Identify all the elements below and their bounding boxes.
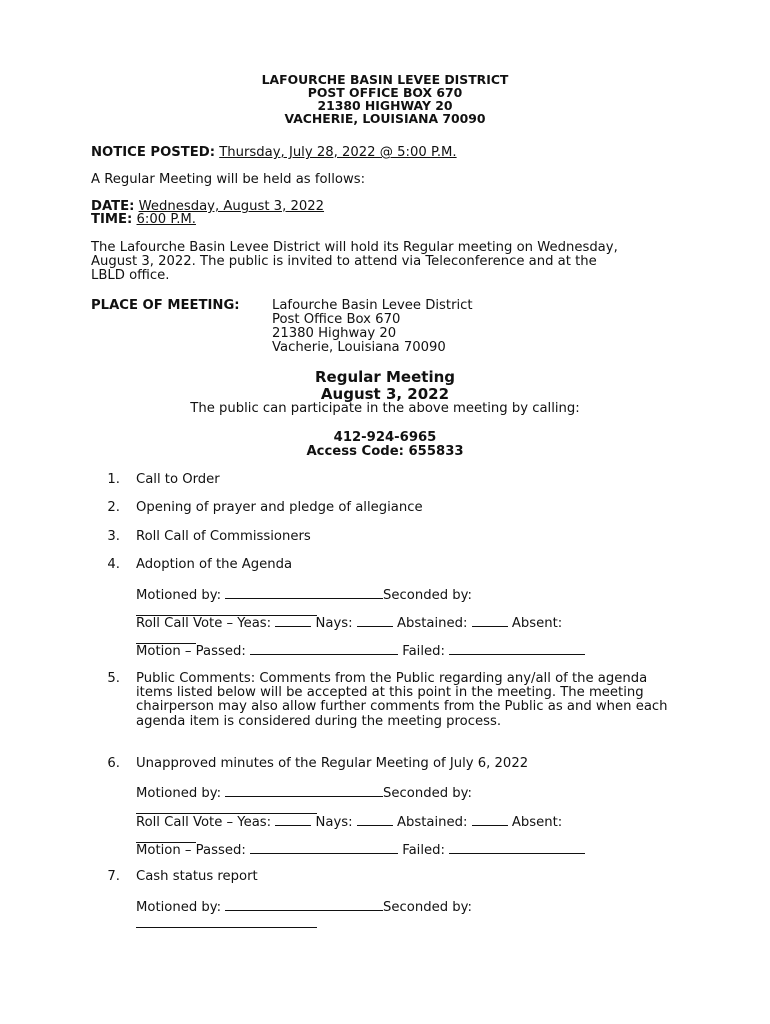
abstained-blank[interactable] <box>472 615 508 627</box>
motioned-by-blank[interactable] <box>225 785 383 797</box>
motion-line <box>136 899 472 915</box>
access-code: Access Code: 655833 <box>306 444 464 459</box>
header-line-1: LAFOURCHE BASIN LEVEE DISTRICT <box>261 72 509 87</box>
agenda-number: 1. <box>107 472 120 487</box>
agenda-number: 6. <box>107 756 120 771</box>
motioned-by-blank[interactable] <box>225 899 383 911</box>
time-label: TIME: <box>91 212 133 227</box>
passed-blank[interactable] <box>250 643 398 655</box>
agenda-item-text: Unapproved minutes of the Regular Meeting of July 6, 2022 <box>136 756 529 771</box>
nays-blank[interactable] <box>357 615 393 627</box>
notice-label: NOTICE POSTED: <box>91 145 216 160</box>
roll-call-label: Roll Call Vote – Yeas: <box>136 815 272 830</box>
motioned-by-label: Motioned by: <box>136 900 222 915</box>
agenda-item-text: Adoption of the Agenda <box>136 557 293 572</box>
failed-blank[interactable] <box>449 643 585 655</box>
seconded-by-label: Seconded by: <box>383 786 472 801</box>
agenda-item-text: Cash status report <box>136 869 258 884</box>
meeting-subtitle: The public can participate in the above meeting by calling: <box>190 401 580 416</box>
agenda-number: 7. <box>107 869 120 884</box>
passed-label: Motion – Passed: <box>136 843 246 858</box>
motioned-by-blank[interactable] <box>225 587 383 599</box>
abstained-label: Abstained: <box>397 815 468 830</box>
meeting-title: Regular Meeting <box>314 368 456 386</box>
passed-blank[interactable] <box>250 842 398 854</box>
agenda-number: 5. <box>107 671 120 686</box>
yeas-blank[interactable] <box>275 814 311 826</box>
time-line <box>91 213 196 227</box>
motion-line <box>136 785 472 801</box>
failed-label: Failed: <box>402 644 445 659</box>
absent-label: Absent: <box>511 815 563 830</box>
phone-number: 412-924-6965 <box>333 430 437 445</box>
nays-label: Nays: <box>315 815 353 830</box>
absent-label: Absent: <box>511 616 563 631</box>
agenda-item-text: Roll Call of Commissioners <box>136 529 311 544</box>
roll-call-line <box>136 615 562 631</box>
agenda-item-text: Opening of prayer and pledge of allegiance <box>136 500 423 515</box>
abstained-label: Abstained: <box>397 616 468 631</box>
notice-value: Thursday, July 28, 2022 @ 5:00 P.M. <box>219 145 457 160</box>
header-line-2: POST OFFICE BOX 670 <box>307 85 463 100</box>
roll-call-label: Roll Call Vote – Yeas: <box>136 616 272 631</box>
agenda-number: 3. <box>107 529 120 544</box>
header-line-4: VACHERIE, LOUISIANA 70090 <box>284 111 486 126</box>
place-line-2: Post Office Box 670 <box>272 312 401 327</box>
place-label: PLACE OF MEETING: <box>91 298 240 313</box>
seconded-by-label: Seconded by: <box>383 588 472 603</box>
place-line-3: 21380 Highway 20 <box>272 326 397 341</box>
roll-call-line <box>136 814 562 830</box>
failed-label: Failed: <box>402 843 445 858</box>
seconded-by-blank[interactable] <box>136 927 317 928</box>
meeting-date-title: August 3, 2022 <box>320 385 450 403</box>
header-line-3: 21380 HIGHWAY 20 <box>317 98 453 113</box>
agenda-number: 2. <box>107 500 120 515</box>
passed-label: Motion – Passed: <box>136 644 246 659</box>
nays-blank[interactable] <box>357 814 393 826</box>
time-value: 6:00 P.M. <box>136 212 196 227</box>
nays-label: Nays: <box>315 616 353 631</box>
meeting-description: The Lafourche Basin Levee District will hold its Regular meeting on Wednesday, August 3, 2022. The public is invited to attend via Teleconference and at the LBLD office. <box>91 240 618 284</box>
place-line-1: Lafourche Basin Levee District <box>272 298 473 313</box>
yeas-blank[interactable] <box>275 615 311 627</box>
failed-blank[interactable] <box>449 842 585 854</box>
place-line-4: Vacherie, Louisiana 70090 <box>272 340 446 355</box>
intro-text: A Regular Meeting will be held as follows: <box>91 172 366 187</box>
notice-posted <box>91 146 457 160</box>
date-value: Wednesday, August 3, 2022 <box>138 199 325 214</box>
abstained-blank[interactable] <box>472 814 508 826</box>
motioned-by-label: Motioned by: <box>136 588 222 603</box>
date-label: DATE: <box>91 199 135 214</box>
motion-result-line <box>136 842 585 858</box>
agenda-item-text: Public Comments: Comments from the Public regarding any/all of the agenda items listed below will be accepted at this point in the meeting. The meeting chairperson may also allow further comments from the Public as and when each agenda item is considered during the meeting process. <box>136 671 668 729</box>
agenda-item-text: Call to Order <box>136 472 220 487</box>
seconded-by-label: Seconded by: <box>383 900 472 915</box>
agenda-number: 4. <box>107 557 120 572</box>
motion-line <box>136 587 472 603</box>
motion-result-line <box>136 643 585 659</box>
motioned-by-label: Motioned by: <box>136 786 222 801</box>
